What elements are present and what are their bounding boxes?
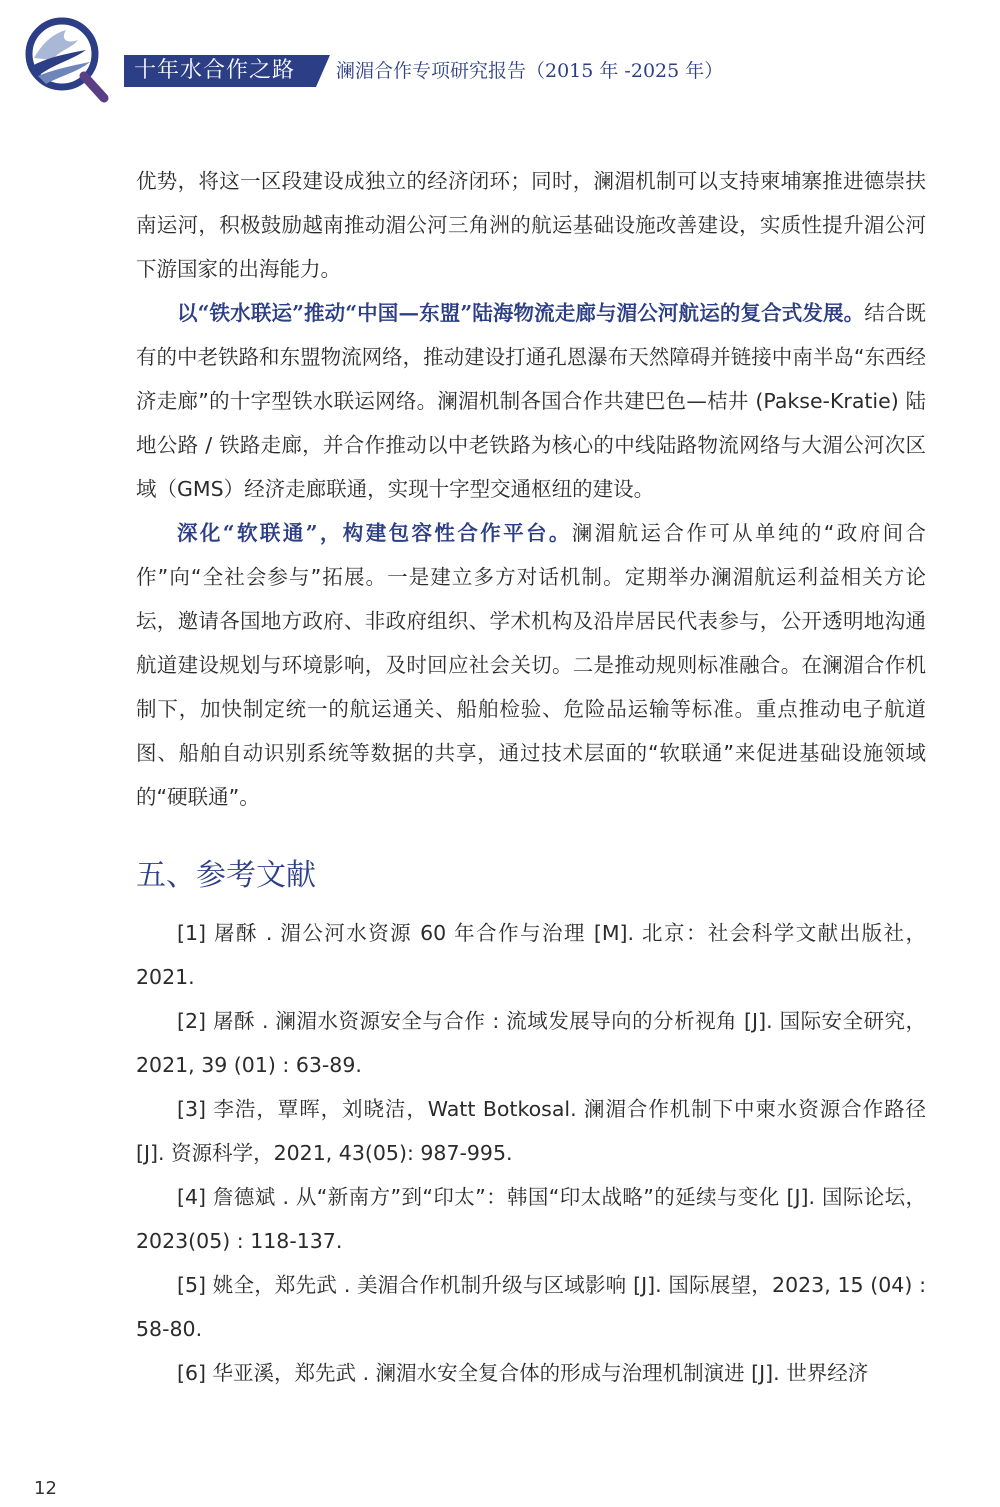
paragraph-continuation: 优势，将这一区段建设成独立的经济闭环；同时，澜湄机制可以支持柬埔寨推进德崇扶南运河，积极鼓励越南推动湄公河三角洲的航运基础设施改善建设，实质性提升湄公河下游国家的出海能力。: [136, 169, 926, 281]
page-number: 12: [34, 1478, 57, 1499]
reference-item: [6] 华亚溪，郑先武 . 澜湄水安全复合体的形成与治理机制演进 [J]. 世界经济: [177, 1361, 869, 1385]
report-series-title: 十年水合作之路: [124, 55, 316, 87]
reference-item: [4] 詹德斌 . 从“新南方”到“印太”：韩国“印太战略”的延续与变化 [J]. 国际论坛，2023(05) : 118-137.: [136, 1185, 926, 1253]
paragraph-rail-water: [136, 291, 926, 511]
page-content: [136, 159, 926, 1395]
reference-item: [3] 李浩，覃晖，刘晓洁，Watt Botkosal. 澜湄合作机制下中柬水资源合作路径 [J]. 资源科学，2021, 43(05): 987-995.: [136, 1097, 926, 1165]
paragraph-soft-connectivity: [136, 511, 926, 819]
reference-item: [2] 屠酥 . 澜湄水资源安全与合作 : 流域发展导向的分析视角 [J]. 国际安全研究，2021, 39 (01) : 63-89.: [136, 1009, 926, 1077]
paragraph-body-soft-connectivity: 澜湄航运合作可从单纯的“政府间合作”向“全社会参与”拓展。一是建立多方对话机制。定期举办澜湄航运利益相关方论坛，邀请各国地方政府、非政府组织、学术机构及沿岸居民代表参与，公开透明地沟通航道建设规划与环境影响，及时回应社会关切。二是推动规则标准融合。在澜湄合作机制下，加快制定统一的航运通关、船舶检验、危险品运输等标准。重点推动电子航道图、船舶自动识别系统等数据的共享，通过技术层面的“软联通”来促进基础设施领域的“硬联通”。: [136, 521, 926, 809]
reference-item: [1] 屠酥 . 湄公河水资源 60 年合作与治理 [M]. 北京：社会科学文献出版社，2021.: [136, 921, 926, 989]
report-subtitle: 澜湄合作专项研究报告（2015 年 -2025 年）: [336, 60, 724, 82]
reference-list: [136, 911, 926, 1395]
paragraph-highlight-soft-connectivity: 深化“软联通”，构建包容性合作平台。: [177, 521, 572, 545]
report-logo-icon: [20, 14, 112, 106]
reference-item: [5] 姚全，郑先武 . 美湄合作机制升级与区域影响 [J]. 国际展望，2023, 15 (04) : 58-80.: [136, 1273, 926, 1341]
paragraph-highlight-rail-water: 以“铁水联运”推动“中国—东盟”陆海物流走廊与湄公河航运的复合式发展。: [177, 301, 865, 325]
section-heading-references: 五、参考文献: [136, 858, 316, 893]
paragraph-body-rail-water: 结合既有的中老铁路和东盟物流网络，推动建设打通孔恩瀑布天然障碍并链接中南半岛“东西经济走廊”的十字型铁水联运网络。澜湄机制各国合作共建巴色—桔井 (Pakse-Kratie) 陆地公路 / 铁路走廊，并合作推动以中老铁路为核心的中线陆路物流网络与大湄公河次区域（GMS）经济走廊联通，实现十字型交通枢纽的建设。: [136, 301, 926, 501]
